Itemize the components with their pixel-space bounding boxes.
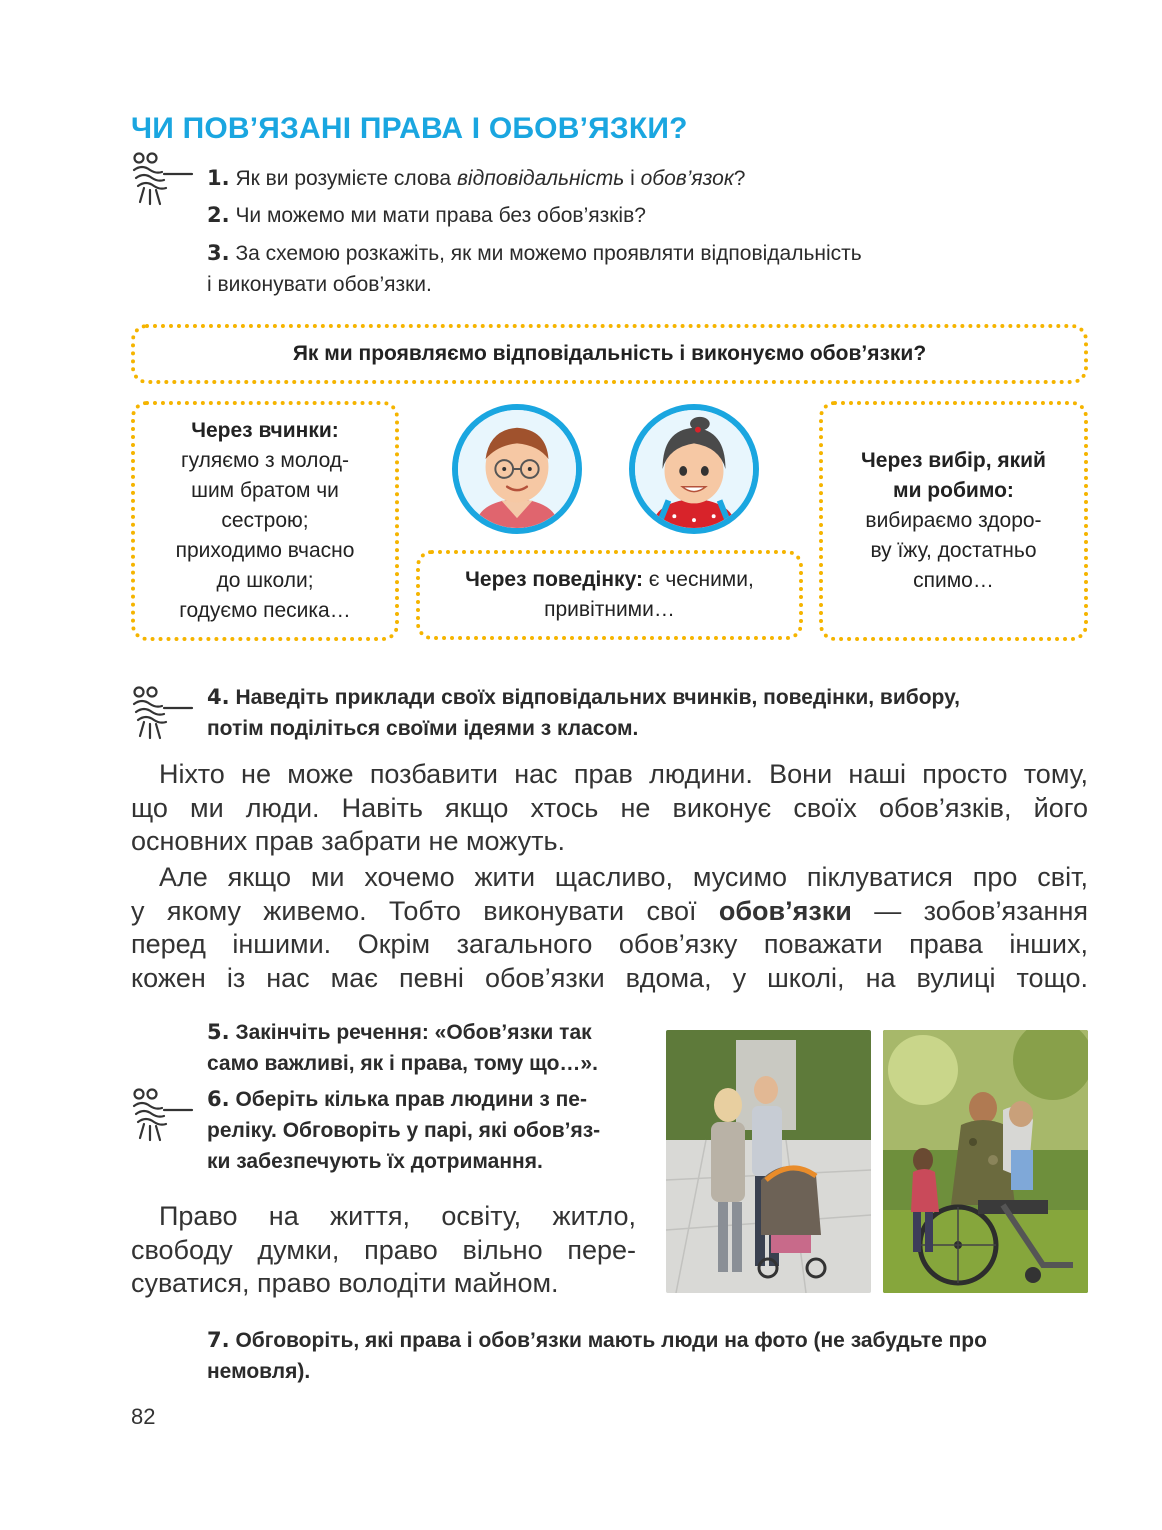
question-2: 2. Чи можемо ми мати права без обов’язків?: [207, 203, 646, 227]
question-5: 5. Закінчіть речення: «Обов’язки так само важливі, як і права, тому що…».: [207, 1020, 598, 1075]
paragraph-1: Ніхто не може позбавити нас прав людини. Вони наші просто тому, що ми люди. Навіть якщо хтось не виконує своїх обов’язків, його основних прав забрати не можуть.: [131, 759, 1088, 856]
question-3: 3. За схемою розкажіть, як ми можемо проявляти відповідальність і виконувати обов’язки.: [207, 241, 862, 296]
scheme-left-box: [131, 401, 399, 641]
right-line: ву їжу, достатньо: [870, 539, 1037, 562]
scheme-header: Як ми проявляємо відповідальність і виконуємо обов’язки?: [292, 342, 927, 365]
page-title: ЧИ ПОВ’ЯЗАНІ ПРАВА І ОБОВ’ЯЗКИ?: [131, 112, 688, 145]
left-line: до школи;: [216, 569, 314, 592]
pair-work-icon: [130, 1088, 198, 1150]
right-title-2: ми робимо:: [893, 479, 1014, 502]
rights-paragraph: Право на життя, освіту, житло, свободу думки, право вільно пере- суватися, право володіти майном.: [131, 1201, 636, 1298]
girl-avatar: [629, 404, 759, 534]
pair-work-icon: [130, 152, 198, 214]
left-line: гуляємо з молод-: [180, 449, 350, 472]
scheme-header-box: [131, 324, 1088, 384]
left-line: приходимо вчасно: [175, 539, 355, 562]
left-line: шим братом чи: [191, 479, 339, 502]
paragraph-2: Але якщо ми хочемо жити щасливо, мусимо піклуватися про світ, у якому живемо. Тобто виконувати свої обов’язки — зобов’язання перед іншими. Окрім загального обов’язку поважати права інших, кожен із нас має певні обов’язки вдома, у школі, на вулиці тощо.: [131, 862, 1088, 993]
center-title: Через поведінку:: [465, 568, 643, 591]
scheme-right-box: [819, 401, 1088, 641]
question-6: 6. Оберіть кілька прав людини з пе- реліку. Обговоріть у парі, які обов’яз- ки забезпечують їх дотримання.: [207, 1087, 601, 1173]
boy-avatar: [452, 404, 582, 534]
right-title: Через вибір, який: [861, 449, 1046, 472]
center-text-2: привітними…: [544, 598, 675, 621]
left-title: Через вчинки:: [191, 419, 339, 442]
pair-work-icon: [130, 686, 198, 748]
page-number: 82: [131, 1404, 156, 1429]
right-line: вибираємо здоро-: [865, 509, 1042, 532]
question-7: 7. Обговоріть, які права і обов’язки мають люди на фото (не забудьте про немовля).: [207, 1328, 987, 1383]
scheme-center-box: [416, 550, 803, 640]
center-text: є чесними,: [642, 568, 754, 591]
left-line: годуємо песика…: [179, 599, 351, 622]
question-1: 1. Як ви розумієте слова відповідальність і обов’язок?: [207, 166, 746, 190]
left-line: сестрою;: [221, 509, 309, 532]
photo-family-stroller: [666, 1030, 871, 1293]
question-4: 4. Наведіть приклади своїх відповідальних вчинків, поведінки, вибору, потім поділіться своїми ідеями з класом.: [207, 685, 961, 740]
right-line: спимо…: [913, 569, 994, 592]
photo-wheelchair-family: [883, 1030, 1088, 1293]
